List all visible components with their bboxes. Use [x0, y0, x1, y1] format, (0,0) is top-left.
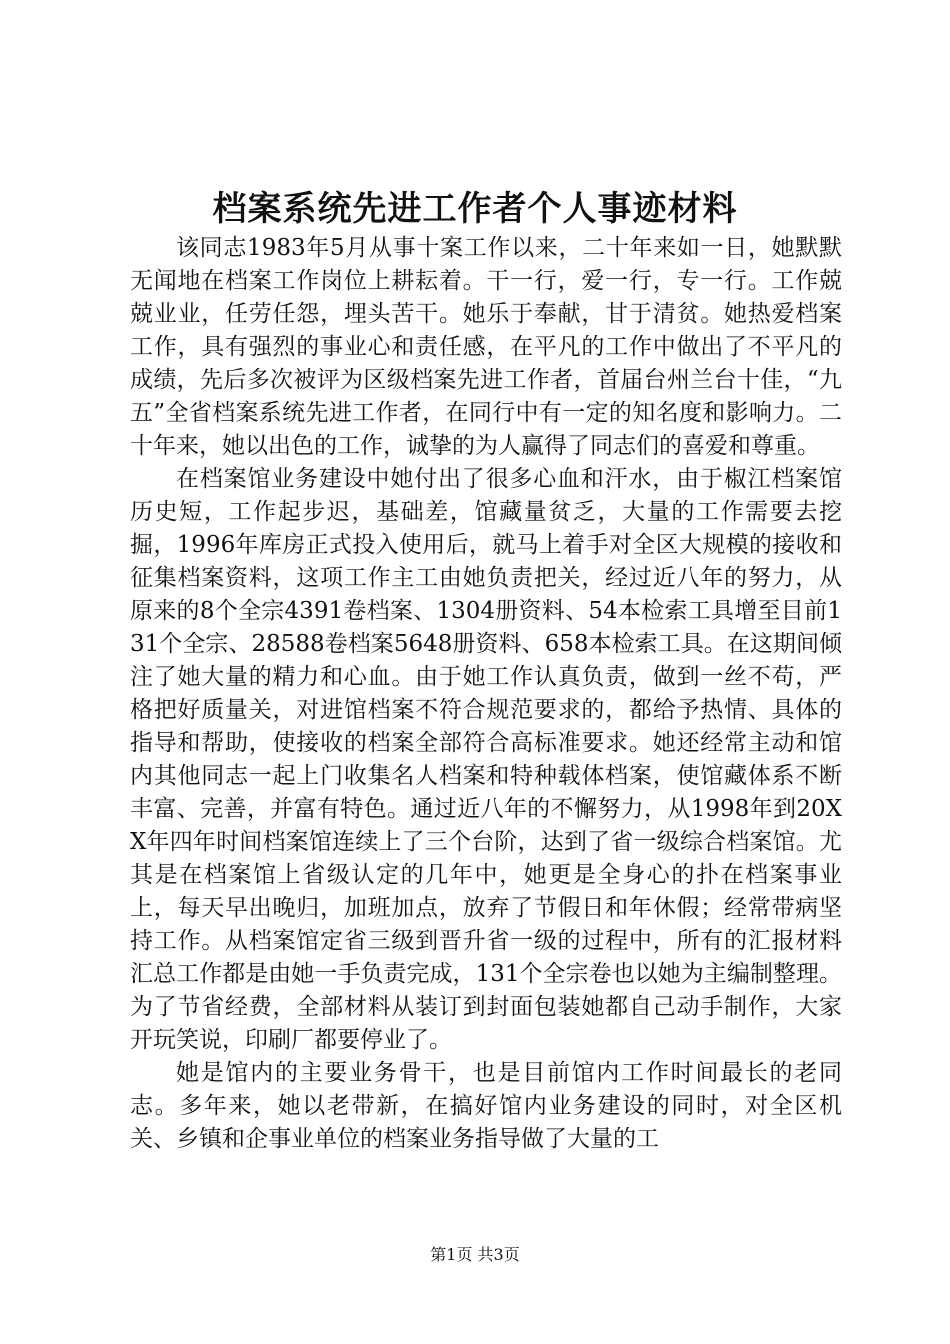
document-title: 档案系统先进工作者个人事迹材料 — [212, 189, 738, 229]
page-number-footer: 第1页 共3页 — [430, 1245, 520, 1264]
paragraph-3: 她是馆内的主要业务骨干，也是目前馆内工作时间最长的老同志。多年来，她以老带新，在搞好馆内业务建设的同时，对全区机关、乡镇和企事业单位的档案业务指导做了大量的工 — [130, 1060, 842, 1152]
document-body — [130, 232, 842, 1156]
paragraph-1: 该同志1983年5月从事十案工作以来，二十年来如一日，她默默无闻地在档案工作岗位上耕耘着。干一行，爱一行，专一行。工作兢兢业业，任劳任怨，埋头苦干。她乐于奉献，甘于清贫。她热爱档案工作，具有强烈的事业心和责任感，在平凡的工作中做出了不平凡的成绩，先后多次被评为区级档案先进工作者，首届台州兰台十佳，“九五”全省档案系统先进工作者，在同行中有一定的知名度和影响力。二十年来，她以出色的工作，诚挚的为人赢得了同志们的喜爱和尊重。 — [130, 235, 842, 459]
paragraph-2: 在档案馆业务建设中她付出了很多心血和汗水，由于椒江档案馆历史短，工作起步迟，基础差，馆藏量贫乏，大量的工作需要去挖掘，1996年库房正式投入使用后，就马上着手对全区大规模的接收和征集档案资料，这项工作主工由她负责把关，经过近八年的努力，从原来的8个全宗4391卷档案、1304册资料、54本检索工具增至目前131个全宗、28588卷档案5648册资料、658本检索工具。在这期间倾注了她大量的精力和心血。由于她工作认真负责，做到一丝不苟，严格把好质量关，对进馆档案不符合规范要求的，都给予热情、具体的指导和帮助，使接收的档案全部符合高标准要求。她还经常主动和馆内其他同志一起上门收集名人档案和特种载体档案，使馆藏体系不断丰富、完善，并富有特色。通过近八年的不懈努力，从1998年到20XX年四年时间档案馆连续上了三个台阶，达到了省一级综合档案馆。尤其是在档案馆上省级认定的几年中，她更是全身心的扑在档案事业上，每天早出晚归，加班加点，放弃了节假日和年休假；经常带病坚持工作。从档案馆定省三级到晋升省一级的过程中，所有的汇报材料汇总工作都是由她一手负责完成，131个全宗卷也以她为主编制整理。为了节省经费，全部材料从装订到封面包装她都自己动手制作，大家开玩笑说，印刷厂都要停业了。 — [130, 466, 842, 1053]
